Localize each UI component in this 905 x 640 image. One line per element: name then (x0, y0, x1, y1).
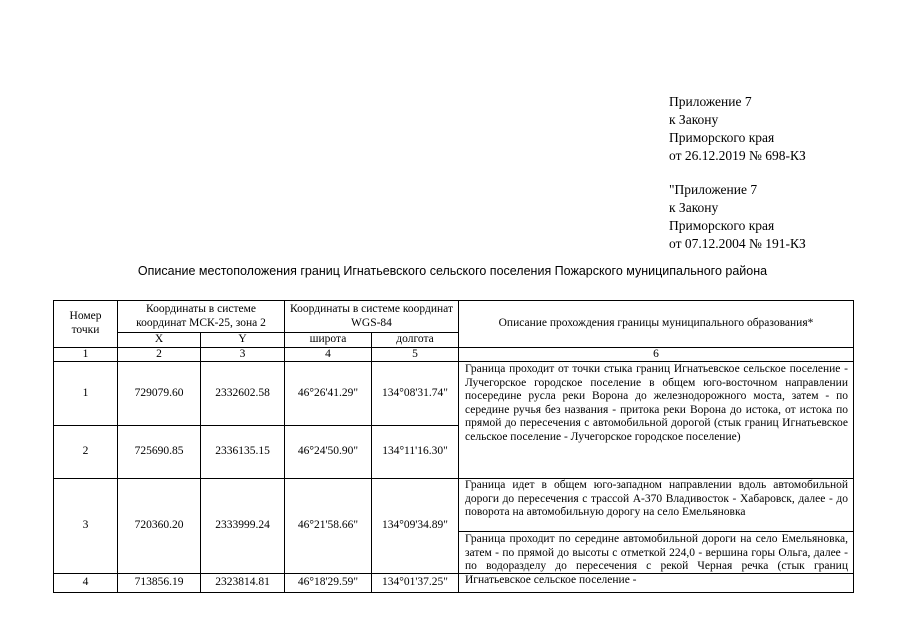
point-number: 1 (54, 362, 118, 426)
column-number: 6 (459, 347, 854, 362)
header-msk-coordinates: Координаты в системе координат МСК-25, зона 2 (118, 301, 285, 333)
appendix-header (669, 93, 806, 253)
latitude: 46°21'58.66" (285, 479, 372, 574)
point-number: 4 (54, 574, 118, 593)
header-y: Y (201, 333, 285, 348)
longitude: 134°11'16.30" (372, 426, 459, 479)
header-description: Описание прохождения границы муниципального образования* (459, 301, 854, 348)
header-gap (669, 165, 806, 181)
table-header-row (54, 301, 854, 333)
boundary-description-text: Граница идет в общем юго-западном направлении вдоль автомобильной дороги до пересечения с трассой А-370 Владивосток - Хабаровск, далее - до поворота на автомобильную дорогу на село Емельяновка (465, 479, 848, 518)
header-latitude: широта (285, 333, 372, 348)
point-number: 2 (54, 426, 118, 479)
column-number: 1 (54, 347, 118, 362)
header-x: X (118, 333, 201, 348)
header-longitude: долгота (372, 333, 459, 348)
longitude: 134°09'34.89" (372, 479, 459, 574)
header-line: от 26.12.2019 № 698-КЗ (669, 148, 806, 163)
boundary-coordinates-table (53, 300, 854, 593)
latitude: 46°26'41.29" (285, 362, 372, 426)
boundary-description (459, 479, 854, 586)
header-line: к Закону (669, 112, 719, 127)
coordinate-y: 2323814.81 (201, 574, 285, 593)
coordinate-y: 2336135.15 (201, 426, 285, 479)
table-row (54, 362, 854, 426)
column-number: 3 (201, 347, 285, 362)
header-line: от 07.12.2004 № 191-КЗ (669, 236, 806, 251)
boundary-description-text: Граница проходит по середине автомобильной дороги на село Емельяновка, затем - по прямой до высоты с отметкой 224,0 - вершина горы Ольга, далее - по водоразделу до пересечения с рекой Черная речка (стык границ Игнатьевское сельское поселение - (459, 531, 853, 573)
boundary-description: Граница проходит от точки стыка границ Игнатьевское сельское поселение - Лучегорское городское поселение в общем юго-восточном направлении посередине русла реки Ворона до железнодорожного моста, затем - по середине ручья без названия - притока реки Ворона до истока, от истока по прямой до пересечения с автомобильной дорогой (стык границ Игнатьевское сельское поселение - Лучегорское городское поселение) (459, 362, 854, 479)
column-number: 5 (372, 347, 459, 362)
coordinate-x: 729079.60 (118, 362, 201, 426)
longitude: 134°01'37.25" (372, 574, 459, 593)
header-line: "Приложение 7 (669, 182, 758, 197)
longitude: 134°08'31.74" (372, 362, 459, 426)
point-number: 3 (54, 479, 118, 574)
coordinate-x: 713856.19 (118, 574, 201, 593)
header-point-number: Номер точки (54, 301, 118, 348)
coordinate-y: 2332602.58 (201, 362, 285, 426)
table-row (54, 479, 854, 574)
coordinate-x: 725690.85 (118, 426, 201, 479)
document-title: Описание местоположения границ Игнатьевского сельского поселения Пожарского муниципального района (137, 264, 768, 278)
table-row (54, 574, 854, 593)
latitude: 46°24'50.90" (285, 426, 372, 479)
header-line: Приложение 7 (669, 94, 752, 109)
coordinate-y: 2333999.24 (201, 479, 285, 574)
column-number: 4 (285, 347, 372, 362)
header-line: к Закону (669, 200, 719, 215)
header-line: Приморского края (669, 130, 775, 145)
column-number: 2 (118, 347, 201, 362)
header-line: Приморского края (669, 218, 775, 233)
header-wgs-coordinates: Координаты в системе координат WGS-84 (285, 301, 459, 333)
latitude: 46°18'29.59" (285, 574, 372, 593)
coordinate-x: 720360.20 (118, 479, 201, 574)
column-number-row (54, 347, 854, 362)
